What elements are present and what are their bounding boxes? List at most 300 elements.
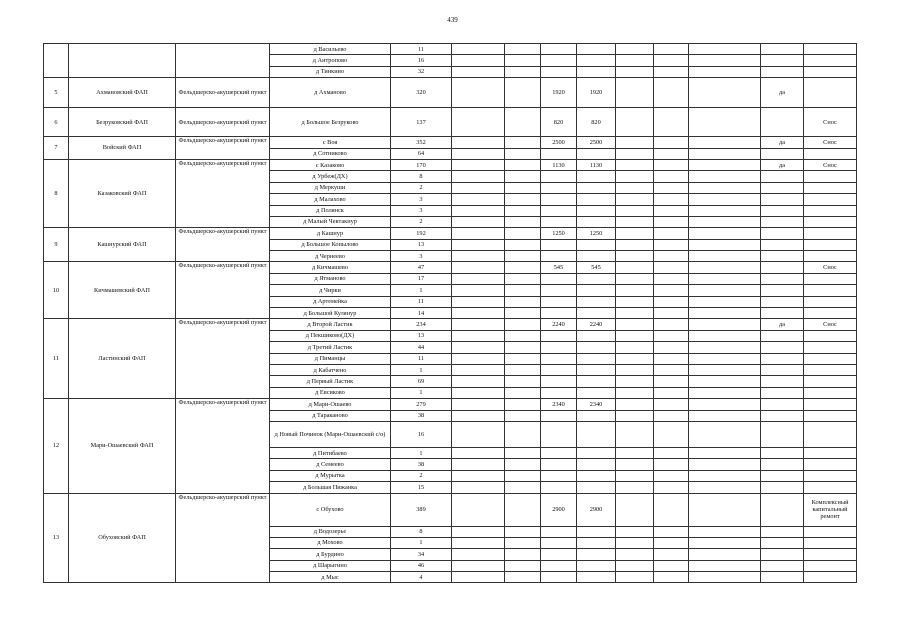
settlement-name: д Чирки [270,285,391,296]
cell-col-13 [761,459,804,470]
cell-col-8 [541,342,577,353]
cell-col-13 [761,330,804,341]
cell-col-9 [577,55,616,66]
cell-col-6 [452,285,505,296]
cell-col-8 [541,308,577,319]
cell-col-12 [689,273,761,284]
cell-col-10 [616,560,654,571]
settlement-population: 3 [391,205,452,216]
cell-col-8 [541,447,577,458]
settlement-population: 47 [391,262,452,273]
cell-col-6 [452,470,505,481]
cell-col-9 [577,239,616,250]
cell-col-13 [761,55,804,66]
cell-col-13 [761,549,804,560]
settlement-name: д Мыс [270,572,391,583]
cell-col-13 [761,308,804,319]
settlement-name: д Большая Пижанка [270,482,391,493]
settlement-population: 137 [391,108,452,137]
cell-col-10 [616,308,654,319]
cell-col-8 [541,482,577,493]
cell-col-7 [505,148,541,159]
cell-col-12 [689,66,761,77]
cell-col-8: 1130 [541,159,577,170]
cell-col-14 [804,387,857,398]
cell-col-10 [616,159,654,170]
settlement-population: 34 [391,549,452,560]
cell-col-11 [654,421,689,447]
cell-col-12 [689,308,761,319]
cell-col-9: 2240 [577,319,616,330]
cell-col-6 [452,459,505,470]
table-row [44,319,857,330]
cell-col-12 [689,171,761,182]
cell-col-6 [452,526,505,537]
cell-col-11 [654,364,689,375]
cell-col-11 [654,459,689,470]
cell-col-11 [654,273,689,284]
group-number-cell [44,44,69,78]
cell-col-10 [616,205,654,216]
cell-col-14 [804,470,857,481]
cell-col-6 [452,182,505,193]
settlement-name: д Первый Ластик [270,376,391,387]
cell-col-11 [654,493,689,526]
cell-col-12 [689,572,761,583]
settlement-population: 64 [391,148,452,159]
cell-col-7 [505,296,541,307]
cell-col-11 [654,137,689,148]
cell-col-12 [689,353,761,364]
cell-col-10 [616,216,654,227]
cell-col-12 [689,549,761,560]
cell-col-8 [541,364,577,375]
settlement-name: с Воя [270,137,391,148]
cell-col-9 [577,387,616,398]
cell-col-6 [452,251,505,262]
settlement-population: 38 [391,410,452,421]
cell-col-6 [452,148,505,159]
cell-col-10 [616,549,654,560]
cell-col-6 [452,228,505,239]
cell-col-14 [804,296,857,307]
facility-name-cell [69,44,176,78]
table-row [44,399,857,410]
cell-col-9 [577,66,616,77]
cell-col-14 [804,228,857,239]
settlement-name: д Бурдино [270,549,391,560]
cell-col-14: Снос [804,319,857,330]
cell-col-13 [761,399,804,410]
table-row [44,493,857,526]
facility-name: Войский ФАП [69,137,176,160]
settlement-name: д Кичмашево [270,262,391,273]
settlement-name: д Чернеево [270,251,391,262]
facility-type: Фельдшерско-акушерский пункт [176,319,270,399]
cell-col-12 [689,216,761,227]
cell-col-8 [541,171,577,182]
cell-col-7 [505,447,541,458]
settlement-population: 3 [391,194,452,205]
cell-col-14 [804,55,857,66]
cell-col-14: Комплексный капитальный ремонт [804,493,857,526]
group-number: 9 [44,228,69,262]
cell-col-13 [761,108,804,137]
cell-col-11 [654,537,689,548]
cell-col-6 [452,159,505,170]
cell-col-14 [804,205,857,216]
cell-col-14 [804,549,857,560]
cell-col-7 [505,308,541,319]
cell-col-6 [452,108,505,137]
cell-col-6 [452,296,505,307]
table-row [44,159,857,170]
cell-col-8 [541,387,577,398]
cell-col-6 [452,482,505,493]
cell-col-14 [804,526,857,537]
table-row [44,137,857,148]
cell-col-14 [804,308,857,319]
facility-type: Фельдшерско-акушерский пункт [176,228,270,262]
cell-col-12 [689,262,761,273]
cell-col-7 [505,560,541,571]
cell-col-8: 545 [541,262,577,273]
cell-col-8 [541,148,577,159]
settlement-population: 14 [391,308,452,319]
cell-col-13 [761,194,804,205]
cell-col-8 [541,537,577,548]
cell-col-10 [616,470,654,481]
group-number: 8 [44,159,69,227]
settlement-population: 11 [391,296,452,307]
cell-col-14 [804,364,857,375]
cell-col-8: 2340 [541,399,577,410]
cell-col-10 [616,262,654,273]
cell-col-14 [804,537,857,548]
cell-col-13 [761,44,804,55]
cell-col-10 [616,399,654,410]
cell-col-10 [616,273,654,284]
cell-col-6 [452,216,505,227]
cell-col-8 [541,353,577,364]
cell-col-13 [761,493,804,526]
cell-col-13 [761,353,804,364]
cell-col-14 [804,44,857,55]
cell-col-9 [577,251,616,262]
cell-col-10 [616,285,654,296]
cell-col-12 [689,296,761,307]
cell-col-12 [689,376,761,387]
cell-col-6 [452,66,505,77]
cell-col-7 [505,108,541,137]
cell-col-6 [452,319,505,330]
cell-col-13 [761,251,804,262]
settlement-population: 4 [391,572,452,583]
cell-col-7 [505,239,541,250]
settlement-name: д Урбеж(ДХ) [270,171,391,182]
cell-col-13 [761,537,804,548]
settlement-population: 192 [391,228,452,239]
cell-col-9 [577,342,616,353]
facility-name: Ахмановский ФАП [69,78,176,108]
cell-col-9: 2340 [577,399,616,410]
cell-col-9: 1130 [577,159,616,170]
settlement-name: д Малый Чектакнур [270,216,391,227]
facility-type: Фельдшерско-акушерский пункт [176,78,270,108]
cell-col-12 [689,182,761,193]
settlement-name: с Обухово [270,493,391,526]
cell-col-9 [577,560,616,571]
table-row [44,228,857,239]
settlement-population: 389 [391,493,452,526]
cell-col-11 [654,296,689,307]
settlement-name: д Третий Ластик [270,342,391,353]
cell-col-9 [577,447,616,458]
settlement-name: д Ятманово [270,273,391,284]
cell-col-7 [505,549,541,560]
cell-col-7 [505,353,541,364]
cell-col-9: 2500 [577,137,616,148]
cell-col-9: 1920 [577,78,616,108]
facilities-table [43,43,857,583]
cell-col-10 [616,410,654,421]
cell-col-13 [761,239,804,250]
cell-col-14 [804,342,857,353]
cell-col-13 [761,342,804,353]
cell-col-6 [452,410,505,421]
cell-col-7 [505,482,541,493]
cell-col-11 [654,353,689,364]
cell-col-6 [452,493,505,526]
cell-col-14 [804,239,857,250]
cell-col-9 [577,410,616,421]
cell-col-7 [505,44,541,55]
cell-col-10 [616,251,654,262]
cell-col-14 [804,447,857,458]
facility-name: Кашнурский ФАП [69,228,176,262]
cell-col-6 [452,55,505,66]
settlement-name: д Кабатчено [270,364,391,375]
settlement-name: д Полянск [270,205,391,216]
facility-type: Фельдшерско-акушерский пункт [176,262,270,319]
cell-col-14 [804,171,857,182]
cell-col-13 [761,216,804,227]
cell-col-13 [761,560,804,571]
cell-col-13 [761,296,804,307]
settlement-population: 16 [391,421,452,447]
cell-col-10 [616,482,654,493]
cell-col-11 [654,228,689,239]
cell-col-7 [505,78,541,108]
cell-col-8 [541,55,577,66]
cell-col-7 [505,459,541,470]
cell-col-11 [654,108,689,137]
cell-col-11 [654,148,689,159]
cell-col-11 [654,319,689,330]
cell-col-9 [577,308,616,319]
facility-type: Фельдшерско-акушерский пункт [176,493,270,583]
settlement-name: д Малахово [270,194,391,205]
settlement-name: д Сотниково [270,148,391,159]
cell-col-12 [689,330,761,341]
settlement-population: 38 [391,459,452,470]
settlement-name: д Большое Копылово [270,239,391,250]
facility-name: Безруковский ФАП [69,108,176,137]
cell-col-12 [689,364,761,375]
cell-col-11 [654,251,689,262]
settlement-population: 234 [391,319,452,330]
cell-col-6 [452,194,505,205]
group-number: 12 [44,399,69,493]
cell-col-9: 2900 [577,493,616,526]
cell-col-12 [689,159,761,170]
cell-col-14 [804,194,857,205]
cell-col-13 [761,285,804,296]
cell-col-13 [761,262,804,273]
cell-col-9 [577,526,616,537]
cell-col-7 [505,364,541,375]
cell-col-11 [654,78,689,108]
cell-col-6 [452,399,505,410]
cell-col-13 [761,421,804,447]
cell-col-13 [761,387,804,398]
cell-col-10 [616,55,654,66]
settlement-name: д Водозерье [270,526,391,537]
cell-col-6 [452,421,505,447]
cell-col-14 [804,182,857,193]
cell-col-12 [689,194,761,205]
settlement-name: д Питибаево [270,447,391,458]
cell-col-11 [654,44,689,55]
cell-col-13: да [761,78,804,108]
group-number: 13 [44,493,69,583]
cell-col-7 [505,273,541,284]
settlement-population: 352 [391,137,452,148]
cell-col-7 [505,493,541,526]
cell-col-8 [541,421,577,447]
cell-col-9 [577,470,616,481]
cell-col-11 [654,526,689,537]
group-number: 5 [44,78,69,108]
cell-col-14: Снос [804,262,857,273]
cell-col-14: Снос [804,159,857,170]
cell-col-13: да [761,137,804,148]
cell-col-9: 820 [577,108,616,137]
cell-col-10 [616,459,654,470]
facility-type: Фельдшерско-акушерский пункт [176,399,270,493]
cell-col-13 [761,148,804,159]
settlement-population: 11 [391,353,452,364]
settlement-name: д Второй Ластик [270,319,391,330]
settlement-population: 69 [391,376,452,387]
cell-col-14 [804,330,857,341]
settlement-name: д Антропово [270,55,391,66]
cell-col-7 [505,537,541,548]
cell-col-12 [689,148,761,159]
cell-col-13 [761,447,804,458]
cell-col-14 [804,216,857,227]
cell-col-11 [654,55,689,66]
cell-col-11 [654,572,689,583]
cell-col-6 [452,262,505,273]
cell-col-10 [616,228,654,239]
cell-col-13 [761,526,804,537]
settlement-name: д Тинкино [270,66,391,77]
cell-col-9 [577,205,616,216]
settlement-population: 2 [391,182,452,193]
cell-col-6 [452,447,505,458]
cell-col-12 [689,137,761,148]
cell-col-13 [761,66,804,77]
cell-col-8 [541,526,577,537]
cell-col-13 [761,364,804,375]
cell-col-8 [541,194,577,205]
page-number: 439 [447,16,458,24]
cell-col-6 [452,205,505,216]
cell-col-6 [452,572,505,583]
cell-col-11 [654,182,689,193]
cell-col-12 [689,447,761,458]
cell-col-14 [804,560,857,571]
cell-col-12 [689,526,761,537]
cell-col-7 [505,228,541,239]
cell-col-9 [577,537,616,548]
cell-col-11 [654,387,689,398]
cell-col-9: 1250 [577,228,616,239]
cell-col-7 [505,194,541,205]
cell-col-10 [616,364,654,375]
cell-col-9 [577,364,616,375]
settlement-population: 1 [391,387,452,398]
cell-col-10 [616,342,654,353]
cell-col-8 [541,205,577,216]
settlement-population: 170 [391,159,452,170]
cell-col-14 [804,273,857,284]
cell-col-11 [654,399,689,410]
settlement-population: 15 [391,482,452,493]
cell-col-11 [654,216,689,227]
cell-col-6 [452,560,505,571]
cell-col-10 [616,296,654,307]
cell-col-6 [452,364,505,375]
settlement-population: 13 [391,239,452,250]
cell-col-12 [689,55,761,66]
settlement-population: 320 [391,78,452,108]
cell-col-11 [654,66,689,77]
cell-col-11 [654,239,689,250]
cell-col-10 [616,353,654,364]
cell-col-7 [505,159,541,170]
facility-type: Фельдшерско-акушерский пункт [176,137,270,160]
cell-col-11 [654,205,689,216]
cell-col-6 [452,78,505,108]
cell-col-9 [577,296,616,307]
cell-col-13: да [761,319,804,330]
settlement-name: д Меркуши [270,182,391,193]
cell-col-12 [689,399,761,410]
settlement-name: д Пиманцы [270,353,391,364]
cell-col-7 [505,387,541,398]
cell-col-8 [541,273,577,284]
cell-col-6 [452,353,505,364]
settlement-population: 1 [391,447,452,458]
settlement-population: 8 [391,526,452,537]
cell-col-10 [616,421,654,447]
cell-col-12 [689,251,761,262]
settlement-name: д Семеево [270,459,391,470]
cell-col-8 [541,470,577,481]
cell-col-12 [689,78,761,108]
